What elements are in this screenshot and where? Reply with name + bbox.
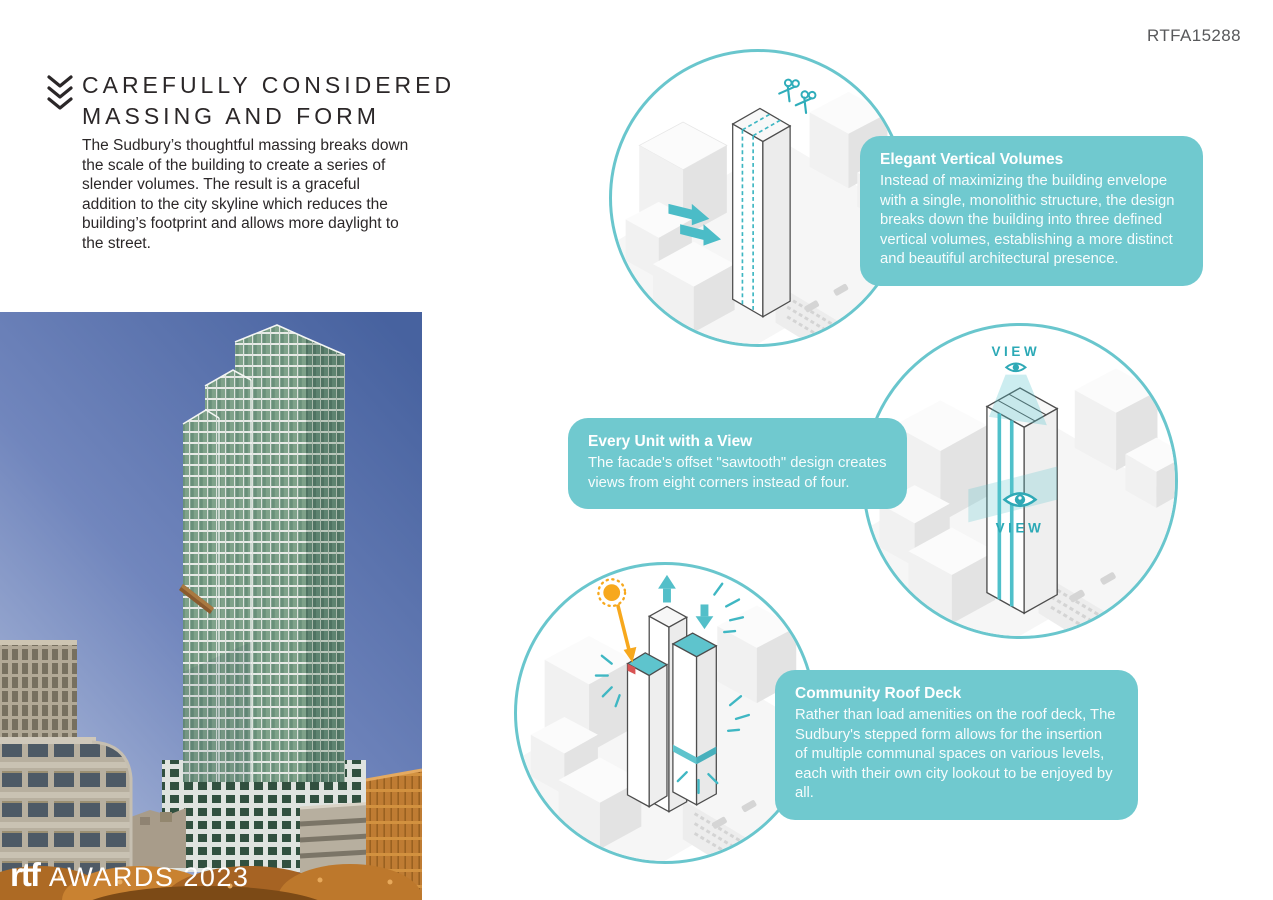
down-arrow-icon [696, 604, 714, 629]
title-line-1: CAREFULLY CONSIDERED [82, 72, 456, 98]
sun-icon [598, 579, 625, 606]
diagram-views-circle [862, 323, 1178, 639]
callout-body: Instead of maximizing the building envelope with a single, monolithic structure, the design breaks down the building into three defined vertical volumes, establishing a more distinct and beautiful architectural presence. [880, 173, 1175, 267]
up-arrow-icon [658, 575, 676, 603]
building-photo-art [0, 312, 422, 900]
eye-icon [1005, 493, 1036, 505]
rtf-logo: rtf [10, 856, 39, 893]
building-photo [0, 312, 422, 900]
reference-code: RTFA15288 [1146, 26, 1241, 45]
callout-body: Rather than load amenities on the roof deck, The Sudbury's stepped form allows for the insertion of multiple communal spaces on various levels, each with their own city lookout to be enjoyed by all. [795, 707, 1116, 801]
callout-every-unit-with-a-view [568, 418, 907, 509]
roof-deck-tower [628, 606, 717, 811]
callout-body: The facade's offset "sawtooth" design creates views from eight corners instead of four. [588, 455, 887, 491]
page-title [82, 70, 455, 132]
massing-tower [733, 108, 790, 316]
awards-watermark [10, 858, 249, 891]
background-tower [0, 640, 77, 752]
callout-title: Community Roof Deck [795, 685, 962, 702]
view-label-mid: VIEW [995, 520, 1045, 536]
diagram-roofdeck-circle [514, 562, 816, 864]
intro-paragraph: The Sudbury’s thoughtful massing breaks down the scale of the building to create a series of slender volumes. The result is a graceful addition to the city skyline which reduces the building’s footprint and allows more daylight to the street. [82, 137, 409, 252]
eye-icon [1006, 363, 1025, 371]
scissors-icon [778, 76, 817, 113]
callout-community-roof-deck [775, 670, 1138, 820]
title-line-2: MASSING AND FORM [82, 103, 380, 129]
view-label-top: VIEW [991, 343, 1041, 359]
callout-elegant-vertical-volumes [860, 136, 1203, 286]
awards-text: AWARDS 2023 [48, 862, 250, 892]
callout-title: Elegant Vertical Volumes [880, 151, 1064, 168]
callout-title: Every Unit with a View [588, 433, 753, 450]
triple-chevron-down-icon [46, 74, 74, 116]
